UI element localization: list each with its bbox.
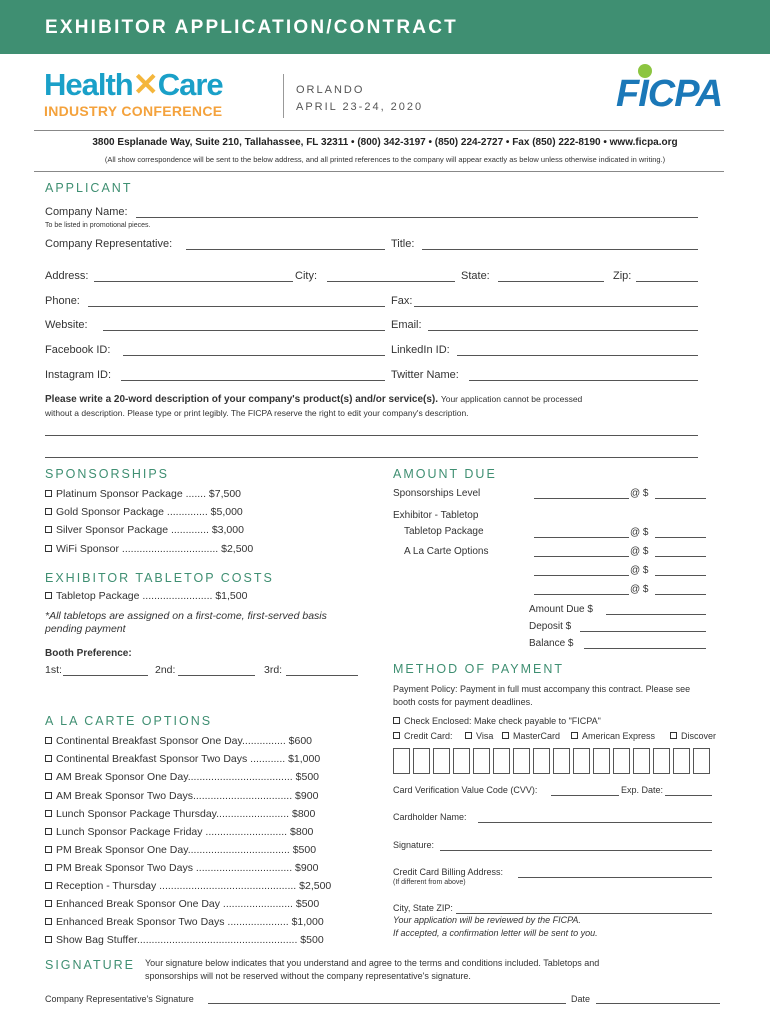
card-digit-box[interactable] bbox=[453, 748, 470, 774]
fax-field[interactable] bbox=[414, 306, 698, 307]
cvv-field[interactable] bbox=[551, 795, 619, 796]
fax-label: Fax: bbox=[391, 295, 413, 307]
state-field[interactable] bbox=[498, 281, 604, 282]
event-city: ORLANDO bbox=[296, 84, 365, 96]
payment-signature-label: Signature: bbox=[393, 840, 435, 850]
checkbox[interactable] bbox=[45, 755, 52, 762]
state-label: State: bbox=[461, 270, 490, 282]
divider bbox=[34, 130, 724, 131]
card-digit-box[interactable] bbox=[493, 748, 510, 774]
card-digit-box[interactable] bbox=[433, 748, 450, 774]
amount-price-field[interactable] bbox=[655, 594, 706, 595]
payment-policy-1: Payment Policy: Payment in full must accompany this contract. Please see bbox=[393, 684, 691, 694]
checkbox[interactable] bbox=[393, 732, 400, 739]
alacarte-option[interactable]: PM Break Sponsor One Day................................... $500 bbox=[45, 844, 316, 856]
card-digit-box[interactable] bbox=[513, 748, 530, 774]
amount-due-total-label: Amount Due $ bbox=[529, 604, 593, 615]
checkbox[interactable] bbox=[45, 828, 52, 835]
description-line-1[interactable] bbox=[45, 435, 698, 436]
company-rep-label: Company Representative: bbox=[45, 238, 173, 250]
amount-price-field[interactable] bbox=[655, 537, 706, 538]
twitter-field[interactable] bbox=[469, 380, 698, 381]
credit-card-option[interactable]: Credit Card: bbox=[393, 731, 453, 741]
alacarte-option[interactable]: AM Break Sponsor Two Days.................................. $900 bbox=[45, 790, 318, 802]
billing-address-label: Credit Card Billing Address: bbox=[393, 867, 504, 877]
amount-price-field[interactable] bbox=[655, 498, 706, 499]
card-digit-box[interactable] bbox=[693, 748, 710, 774]
amount-price-field[interactable] bbox=[655, 575, 706, 576]
linkedin-label: LinkedIn ID: bbox=[391, 344, 450, 356]
rep-signature-field[interactable] bbox=[208, 1003, 566, 1004]
address-label: Address: bbox=[45, 270, 89, 282]
alacarte-heading: A LA CARTE OPTIONS bbox=[45, 714, 213, 728]
checkbox[interactable] bbox=[45, 490, 52, 497]
signature-terms-1: Your signature below indicates that you understand and agree to the terms and conditions included. Tabletops and bbox=[145, 958, 600, 968]
company-name-field[interactable] bbox=[136, 217, 698, 218]
cvv-label: Card Verification Value Code (CVV): bbox=[393, 785, 538, 795]
zip-label: Zip: bbox=[613, 270, 632, 282]
facebook-label: Facebook ID: bbox=[45, 344, 111, 356]
amount-due-total-field[interactable] bbox=[606, 614, 706, 615]
review-note-2: If accepted, a confirmation letter will be sent to you. bbox=[393, 928, 598, 938]
booth-third-label: 3rd: bbox=[264, 664, 283, 676]
deposit-field[interactable] bbox=[580, 631, 706, 632]
address-field[interactable] bbox=[94, 281, 293, 282]
card-digit-box[interactable] bbox=[673, 748, 690, 774]
payment-heading: METHOD OF PAYMENT bbox=[393, 662, 565, 676]
amount-qty-field[interactable] bbox=[534, 537, 629, 538]
cardholder-field[interactable] bbox=[478, 822, 712, 823]
description-line-2[interactable] bbox=[45, 457, 698, 458]
tabletop-heading: EXHIBITOR TABLETOP COSTS bbox=[45, 571, 274, 585]
card-digit-box[interactable] bbox=[533, 748, 550, 774]
applicant-heading: APPLICANT bbox=[45, 181, 133, 195]
booth-second-field[interactable] bbox=[178, 675, 255, 676]
title-label: Title: bbox=[391, 238, 415, 250]
company-name-note: To be listed in promotional pieces. bbox=[45, 222, 151, 229]
checkbox[interactable] bbox=[393, 717, 400, 724]
checkbox[interactable] bbox=[45, 882, 52, 889]
at-dollar: @ $ bbox=[630, 527, 649, 538]
booth-third-field[interactable] bbox=[286, 675, 358, 676]
checkbox[interactable] bbox=[45, 773, 52, 780]
date-field[interactable] bbox=[596, 1003, 720, 1004]
checkbox[interactable] bbox=[45, 526, 52, 533]
title-field[interactable] bbox=[422, 249, 698, 250]
city-label: City: bbox=[295, 270, 317, 282]
card-digit-box[interactable] bbox=[613, 748, 630, 774]
checkbox[interactable] bbox=[45, 936, 52, 943]
twitter-label: Twitter Name: bbox=[391, 369, 459, 381]
logo-health: Health bbox=[44, 67, 133, 102]
checkbox[interactable] bbox=[571, 732, 578, 739]
checkbox[interactable] bbox=[45, 592, 52, 599]
signature-heading: SIGNATURE bbox=[45, 958, 135, 972]
checkbox[interactable] bbox=[45, 545, 52, 552]
card-digit-box[interactable] bbox=[593, 748, 610, 774]
tabletop-note-2: pending payment bbox=[45, 623, 126, 635]
checkbox[interactable] bbox=[45, 737, 52, 744]
city-state-zip-field[interactable] bbox=[456, 913, 712, 914]
balance-field[interactable] bbox=[584, 648, 706, 649]
at-dollar: @ $ bbox=[630, 488, 649, 499]
balance-label: Balance $ bbox=[529, 638, 574, 649]
tabletop-package-label: Tabletop Package bbox=[404, 526, 484, 537]
checkbox[interactable] bbox=[670, 732, 677, 739]
phone-label: Phone: bbox=[45, 295, 80, 307]
at-dollar: @ $ bbox=[630, 565, 649, 576]
city-field[interactable] bbox=[327, 281, 455, 282]
check-enclosed-option[interactable]: Check Enclosed: Make check payable to "FICPA" bbox=[393, 716, 601, 726]
amount-price-field[interactable] bbox=[655, 556, 706, 557]
amount-due-heading: AMOUNT DUE bbox=[393, 467, 497, 481]
at-dollar: @ $ bbox=[630, 584, 649, 595]
facebook-field[interactable] bbox=[123, 355, 385, 356]
card-digit-box[interactable] bbox=[473, 748, 490, 774]
alacarte-option[interactable]: Reception - Thursday ............................................... $2,500 bbox=[45, 880, 331, 892]
rep-signature-label: Company Representative's Signature bbox=[45, 994, 194, 1004]
signature-terms-2: sponsorships will not be reserved without the company representative's signature. bbox=[145, 971, 471, 981]
alacarte-option[interactable]: PM Break Sponsor Two Days ................................. $900 bbox=[45, 862, 318, 874]
instagram-label: Instagram ID: bbox=[45, 369, 112, 381]
card-digit-box[interactable] bbox=[393, 748, 410, 774]
billing-address-field[interactable] bbox=[518, 877, 712, 878]
amount-qty-field[interactable] bbox=[534, 498, 629, 499]
alacarte-option[interactable]: AM Break Sponsor One Day.................................... $500 bbox=[45, 771, 319, 783]
amount-qty-field[interactable] bbox=[534, 556, 629, 557]
discover-option[interactable]: Discover bbox=[670, 731, 716, 741]
alacarte-options-label: A La Carte Options bbox=[404, 546, 489, 557]
checkbox[interactable] bbox=[45, 810, 52, 817]
company-name-label: Company Name: bbox=[45, 206, 128, 218]
amount-qty-field[interactable] bbox=[534, 594, 629, 595]
cardholder-label: Cardholder Name: bbox=[393, 812, 467, 822]
booth-first-label: 1st: bbox=[45, 664, 62, 676]
description-prompt-rest: Your application cannot be processed bbox=[440, 394, 583, 404]
booth-pref-label: Booth Preference: bbox=[45, 648, 132, 659]
tabletop-option[interactable]: Tabletop Package ........................ $1,500 bbox=[45, 590, 247, 602]
ficpa-logo: FICPA bbox=[616, 73, 723, 115]
title-banner bbox=[0, 0, 770, 54]
description-prompt bbox=[45, 394, 582, 405]
checkbox[interactable] bbox=[45, 846, 52, 853]
mastercard-option[interactable]: MasterCard bbox=[502, 731, 560, 741]
sponsor-option[interactable]: WiFi Sponsor ................................. $2,500 bbox=[45, 543, 253, 555]
checkbox[interactable] bbox=[45, 900, 52, 907]
at-dollar: @ $ bbox=[630, 546, 649, 557]
correspondence-note: (All show correspondence will be sent to the below address, and all printed references to the company will appear exactly as below unless otherwise indicated in writing.) bbox=[104, 155, 666, 164]
card-digit-box[interactable] bbox=[553, 748, 570, 774]
website-label: Website: bbox=[45, 319, 88, 331]
checkbox[interactable] bbox=[502, 732, 509, 739]
checkbox[interactable] bbox=[45, 918, 52, 925]
alacarte-option[interactable]: Enhanced Break Sponsor One Day ........................ $500 bbox=[45, 898, 319, 910]
checkbox[interactable] bbox=[45, 864, 52, 871]
payment-signature-field[interactable] bbox=[440, 850, 712, 851]
checkbox[interactable] bbox=[45, 508, 52, 515]
sponsor-option[interactable]: Platinum Sponsor Package ....... $7,500 bbox=[45, 488, 241, 500]
card-digit-box[interactable] bbox=[413, 748, 430, 774]
checkbox[interactable] bbox=[465, 732, 472, 739]
sponsor-option[interactable]: Gold Sponsor Package .............. $5,000 bbox=[45, 506, 243, 518]
booth-second-label: 2nd: bbox=[155, 664, 176, 676]
healthcare-conference-logo bbox=[44, 67, 274, 120]
alacarte-option[interactable]: Lunch Sponsor Package Thursday......................... $800 bbox=[45, 808, 315, 820]
alacarte-option[interactable]: Continental Breakfast Sponsor Two Days ............ $1,000 bbox=[45, 753, 320, 765]
review-note-1: Your application will be reviewed by the FICPA. bbox=[393, 915, 581, 925]
exhibitor-tabletop-label: Exhibitor - Tabletop bbox=[393, 510, 479, 521]
company-rep-field[interactable] bbox=[186, 249, 385, 250]
exp-date-field[interactable] bbox=[665, 795, 712, 796]
payment-policy-2: booth costs for payment deadlines. bbox=[393, 697, 533, 707]
description-prompt-bold: Please write a 20-word description of your company's product(s) and/or service(s). bbox=[45, 394, 439, 405]
city-state-zip-label: City, State ZIP: bbox=[393, 903, 453, 913]
checkbox[interactable] bbox=[45, 792, 52, 799]
logo-subtitle: INDUSTRY CONFERENCE bbox=[44, 103, 223, 119]
sponsorship-level-label: Sponsorships Level bbox=[393, 488, 481, 499]
booth-first-field[interactable] bbox=[63, 675, 148, 676]
visa-option[interactable]: Visa bbox=[465, 731, 493, 741]
email-label: Email: bbox=[391, 319, 422, 331]
linkedin-field[interactable] bbox=[457, 355, 698, 356]
description-prompt-line2: without a description. Please type or print legibly. The FICPA reserve the right to edit your company's description. bbox=[45, 408, 469, 418]
amount-qty-field[interactable] bbox=[534, 575, 629, 576]
tabletop-note-1: *All tabletops are assigned on a first-come, first-served basis bbox=[45, 610, 327, 622]
instagram-field[interactable] bbox=[121, 380, 385, 381]
card-digit-box[interactable] bbox=[653, 748, 670, 774]
divider bbox=[34, 171, 724, 172]
org-address: 3800 Esplanade Way, Suite 210, Tallahassee, FL 32311 • (800) 342-3197 • (850) 224-2727 • Fax (850) 222-8190 • www.ficpa.org bbox=[92, 137, 678, 148]
zip-field[interactable] bbox=[636, 281, 698, 282]
exp-date-label: Exp. Date: bbox=[621, 785, 664, 795]
logo-care: Care bbox=[157, 67, 223, 102]
logo-divider bbox=[283, 74, 284, 118]
alacarte-option[interactable]: Continental Breakfast Sponsor One Day............... $600 bbox=[45, 735, 312, 747]
sponsorships-heading: SPONSORSHIPS bbox=[45, 467, 170, 481]
alacarte-option[interactable]: Enhanced Break Sponsor Two Days ..................... $1,000 bbox=[45, 916, 324, 928]
logo-cross-icon: ✕ bbox=[132, 67, 158, 102]
deposit-label: Deposit $ bbox=[529, 621, 572, 632]
phone-field[interactable] bbox=[88, 306, 385, 307]
event-date: APRIL 23-24, 2020 bbox=[296, 101, 424, 113]
amex-option[interactable]: American Express bbox=[571, 731, 655, 741]
card-digit-box[interactable] bbox=[573, 748, 590, 774]
billing-address-note: (If different from above) bbox=[393, 879, 466, 886]
email-field[interactable] bbox=[428, 330, 698, 331]
website-field[interactable] bbox=[103, 330, 385, 331]
sponsor-option[interactable]: Silver Sponsor Package ............. $3,000 bbox=[45, 524, 244, 536]
date-label: Date bbox=[571, 994, 591, 1004]
card-digit-box[interactable] bbox=[633, 748, 650, 774]
alacarte-option[interactable]: Lunch Sponsor Package Friday ............................ $800 bbox=[45, 826, 313, 838]
alacarte-option[interactable]: Show Bag Stuffer....................................................... $500 bbox=[45, 934, 324, 946]
page-title: EXHIBITOR APPLICATION/CONTRACT bbox=[45, 17, 458, 38]
